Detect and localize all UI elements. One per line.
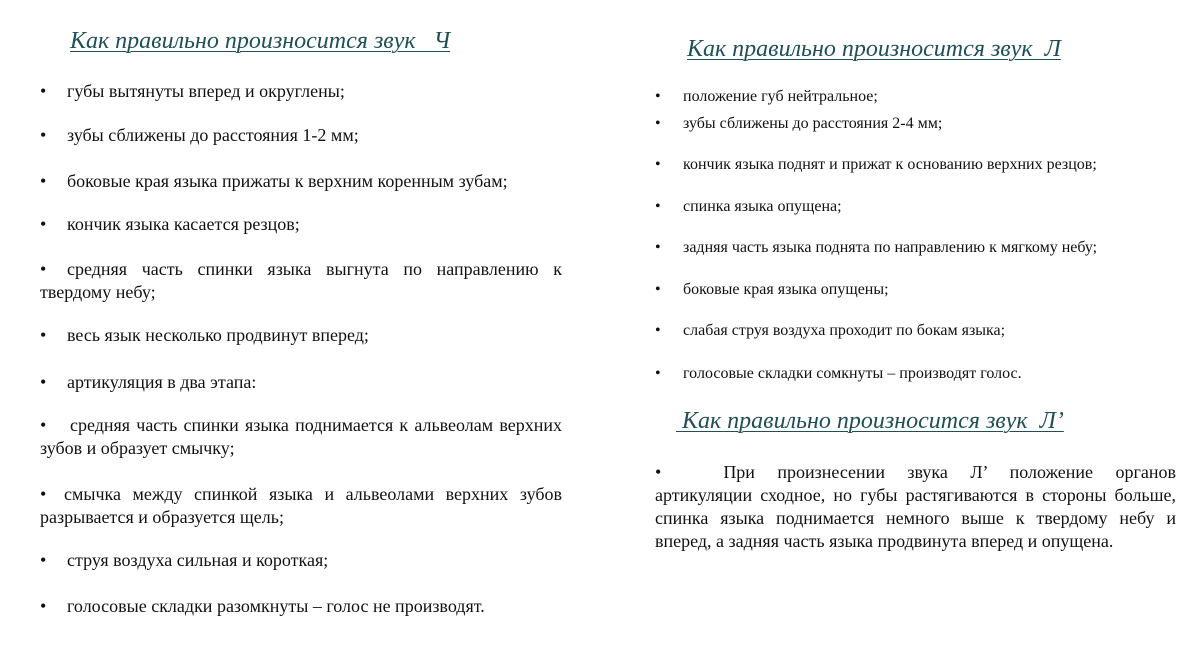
list-item — [40, 124, 562, 147]
bullet-icon: • — [655, 365, 661, 382]
list-item-text: струя воздуха сильная и короткая; — [67, 550, 329, 570]
list-item-text: зубы сближены до расстояния 1-2 мм; — [67, 125, 359, 145]
list-item-text: средняя часть спинки языка поднимается к альвеолам верхних зубов и образует смычку; — [40, 415, 562, 458]
bullet-icon: • — [40, 214, 47, 234]
list-item-text: задняя часть языка поднята по направлению к мягкому небу; — [683, 239, 1098, 256]
bullet-icon: • — [655, 239, 661, 256]
bullet-icon: • — [40, 550, 47, 570]
bullet-icon: • — [655, 115, 661, 132]
list-item-text: кончик языка касается резцов; — [67, 214, 300, 234]
list-item-text: спинка языка опущена; — [683, 198, 842, 215]
bullet-icon: • — [40, 259, 47, 279]
list-item — [40, 324, 562, 347]
bullet-icon: • — [40, 484, 47, 504]
bullet-icon: • — [655, 88, 661, 105]
list-item — [40, 595, 562, 618]
bullet-icon: • — [40, 81, 47, 101]
list-item — [40, 549, 562, 572]
bullet-icon: • — [655, 281, 661, 298]
bullet-icon: • — [40, 596, 47, 616]
list-item-text: средняя часть спинки языка выгнута по направлению к твердому небу; — [40, 259, 562, 302]
list-item — [655, 321, 1155, 341]
bullet-icon: • — [40, 372, 47, 392]
bullet-icon: • — [40, 415, 47, 435]
list-item — [655, 87, 1155, 107]
list-item-text: голосовые складки разомкнуты – голос не производят. — [67, 596, 485, 616]
list-item-text: слабая струя воздуха проходит по бокам языка; — [683, 322, 1006, 339]
bullet-icon: • — [40, 325, 47, 345]
list-item-text: смычка между спинкой языка и альвеолами верхних зубов разрывается и образуется щель; — [40, 484, 562, 527]
list-item-text: весь язык несколько продвинут вперед; — [67, 325, 369, 345]
list-item — [40, 371, 562, 394]
list-item-text: зубы сближены до расстояния 2-4 мм; — [683, 115, 943, 132]
list-item-text: боковые края языка прижаты к верхним коренным зубам; — [67, 171, 508, 191]
list-item — [40, 258, 562, 304]
list-item-text: губы вытянуты вперед и округлены; — [67, 81, 345, 101]
list-item-text: кончик языка поднят и прижат к основанию верхних резцов; — [683, 156, 1097, 173]
list-item — [655, 280, 1155, 300]
list-item-text: голосовые складки сомкнуты – производят голос. — [683, 365, 1022, 382]
list-item-text: боковые края языка опущены; — [683, 281, 889, 298]
list-item-text: положение губ нейтральное; — [683, 88, 878, 105]
bullet-icon: • — [655, 462, 662, 482]
list-item — [655, 238, 1155, 258]
l-soft-description-text: При произнесении звука Л’ положение органов артикуляции сходное, но губы растягиваются в стороны больше, спинка языка поднимается немного выше к твердому небу и вперед, а задняя часть языка продвинута вперед и опущена. — [655, 462, 1176, 551]
heading-sound-l-soft: Как правильно произносится звук Л’ — [676, 408, 1064, 434]
bullet-icon: • — [40, 125, 47, 145]
list-item — [40, 483, 562, 529]
list-item — [655, 197, 1155, 217]
l-soft-description — [655, 461, 1176, 553]
bullet-icon: • — [655, 156, 661, 173]
list-item — [655, 114, 1155, 134]
list-item — [655, 155, 1155, 175]
list-item — [40, 80, 562, 103]
list-item — [40, 213, 562, 236]
list-item — [655, 364, 1155, 384]
list-item-text: артикуляция в два этапа: — [67, 372, 257, 392]
bullet-icon: • — [655, 322, 661, 339]
bullet-icon: • — [655, 198, 661, 215]
list-item — [40, 414, 562, 460]
heading-sound-l: Как правильно произносится звук Л — [687, 36, 1061, 62]
heading-sound-ch: Как правильно произносится звук Ч — [70, 28, 451, 54]
list-item — [40, 170, 562, 193]
bullet-icon: • — [40, 171, 47, 191]
